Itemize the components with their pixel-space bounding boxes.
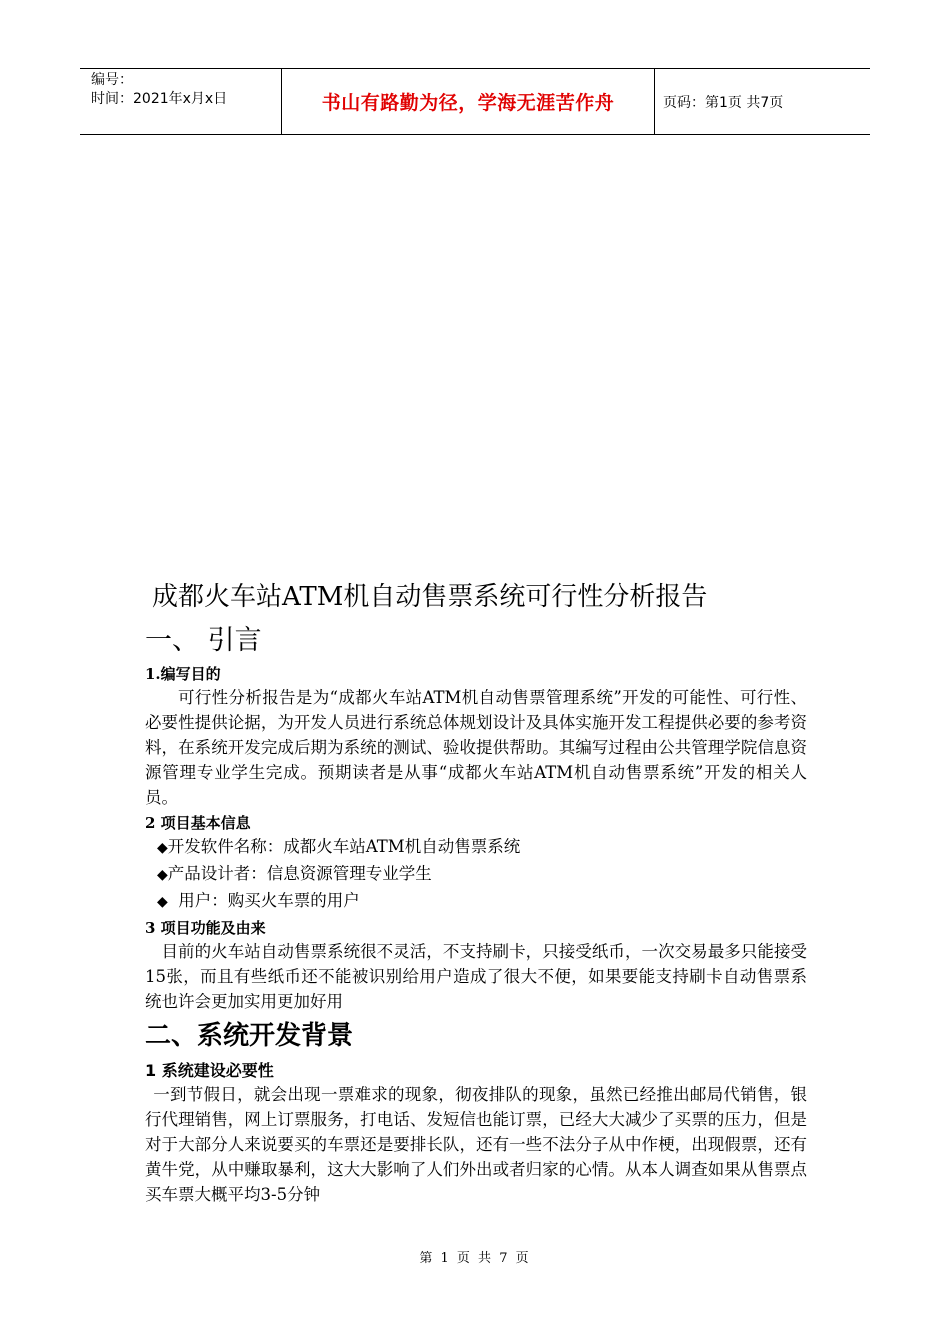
header-page-info — [655, 69, 870, 134]
bullet-icon: ◆ — [157, 894, 168, 910]
subheading-project-info: 2 项目基本信息 — [145, 814, 251, 832]
document-body — [145, 575, 807, 1207]
paragraph-function-origin: 目前的火车站自动售票系统很不灵活，不支持刷卡，只接受纸币，一次交易最多只能接受15张，而且有些纸币还不能被识别给用户造成了很大不便，如果要能支持刷卡自动售票系统也许会更加实用更加好用 — [145, 942, 807, 1011]
section-heading-background: 二、系统开发背景 — [145, 1021, 354, 1051]
number-label: 编号： — [91, 72, 133, 88]
page-footer: 第 1 页 共 7 页 — [419, 1251, 531, 1266]
header-motto-cell — [281, 69, 655, 134]
subheading-purpose: 1.编写目的 — [145, 665, 221, 683]
subheading-necessity: 1 系统建设必要性 — [145, 1061, 274, 1080]
paragraph-purpose: 可行性分析报告是为“成都火车站ATM机自动售票管理系统”开发的可能性、可行性、必要性提供论据，为开发人员进行系统总体规划设计及具体实施开发工程提供必要的参考资料，在系统开发完成后期为系统的测试、验收提供帮助。其编写过程由公共管理学院信息资源管理专业学生完成。预期读者是从事“成都火车站ATM机自动售票系统”开发的相关人员。 — [145, 688, 807, 807]
bullet-icon: ◆ — [157, 840, 168, 856]
time-label: 时间：2021年x月x日 — [91, 91, 228, 107]
header-meta — [80, 69, 281, 134]
list-item-text: 开发软件名称：成都火车站ATM机自动售票系统 — [167, 837, 521, 856]
paragraph-necessity: 一到节假日，就会出现一票难求的现象，彻夜排队的现象，虽然已经推出邮局代销售，银行代理销售，网上订票服务，打电话、发短信也能订票，已经大大减少了买票的压力，但是对于大部分人来说要买的车票还是要排长队，还有一些不法分子从中作梗，出现假票，还有黄牛党，从中赚取暴利，这大大影响了人们外出或者归家的心情。从本人调查如果从售票点买车票大概平均3-5分钟 — [145, 1085, 807, 1204]
list-item — [157, 834, 807, 861]
list-item-text: 产品设计者：信息资源管理专业学生 — [167, 864, 432, 883]
motto-text: 书山有路勤为径，学海无涯苦作舟 — [321, 92, 615, 114]
page-header — [80, 68, 870, 135]
section-heading-intro: 一、 引言 — [145, 625, 262, 656]
bullet-icon: ◆ — [157, 867, 168, 883]
list-item — [157, 861, 807, 888]
list-item-text: 用户：购买火车票的用户 — [167, 891, 360, 910]
document-title: 成都火车站ATM机自动售票系统可行性分析报告 — [152, 582, 708, 612]
subheading-function-origin: 3 项目功能及由来 — [145, 919, 266, 937]
page-info-text: 页码：第1页 共7页 — [663, 94, 784, 111]
list-item — [157, 888, 807, 915]
